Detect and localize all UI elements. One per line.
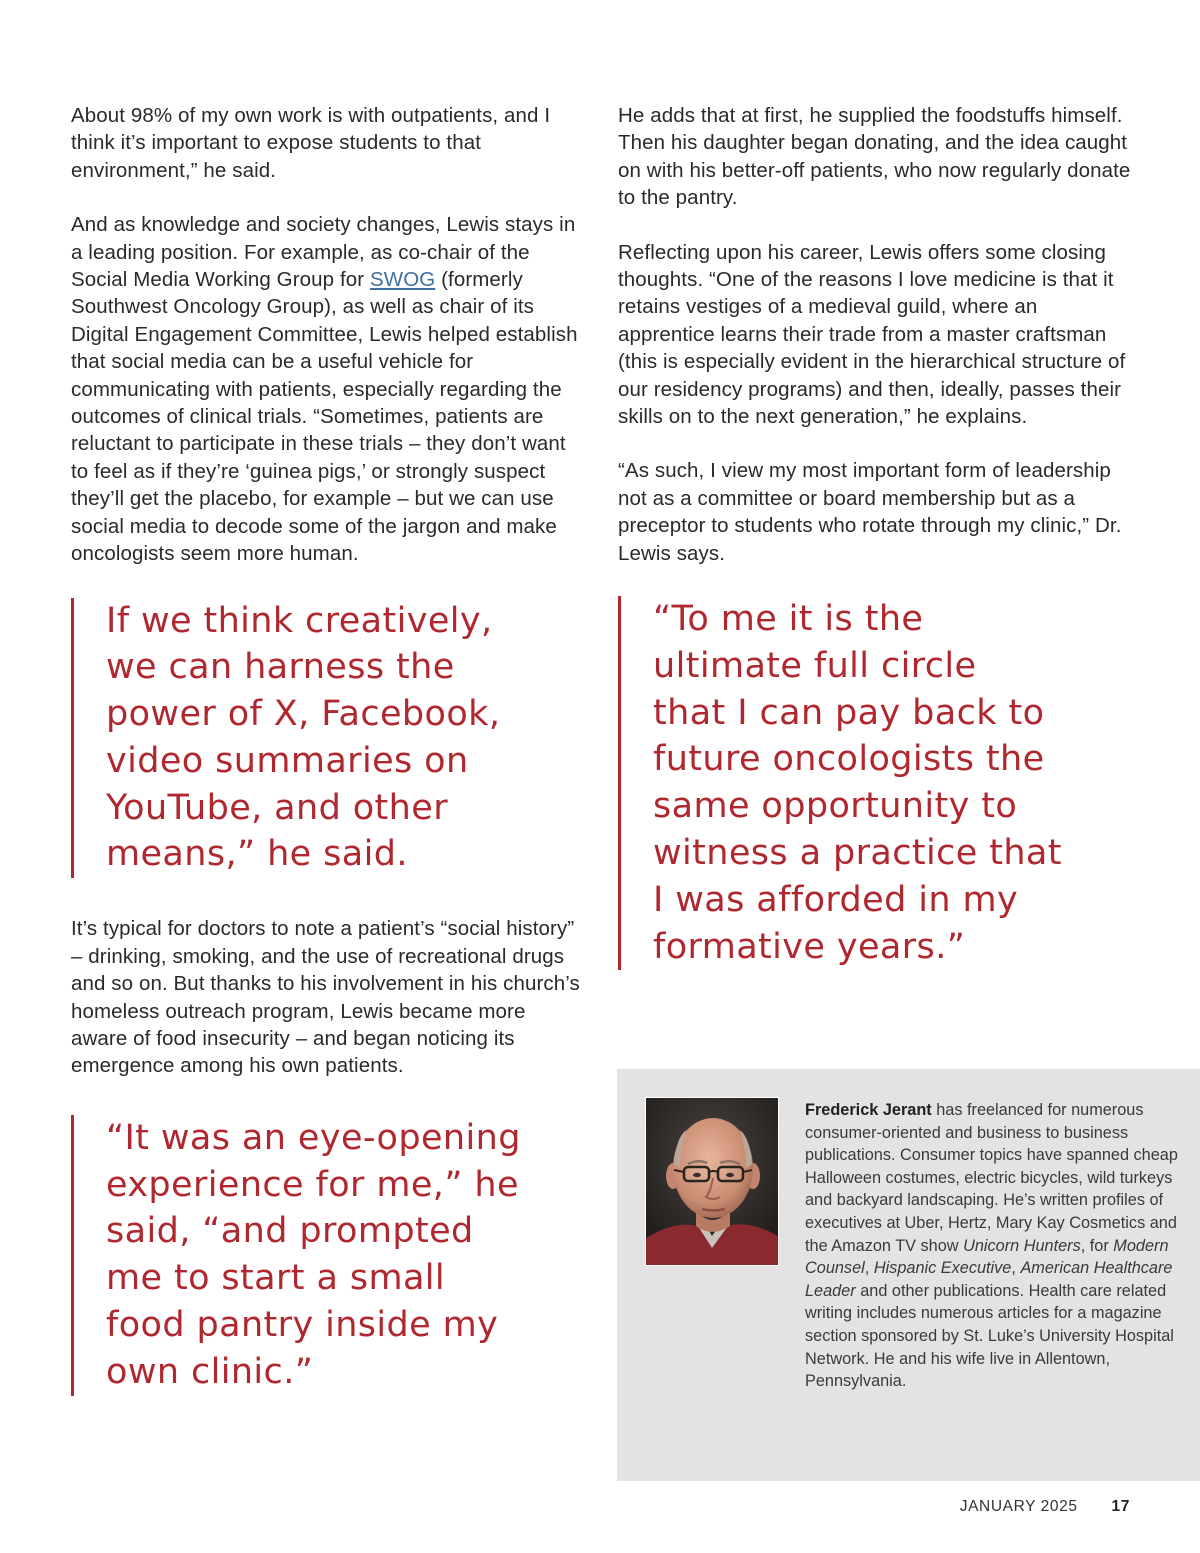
quote-line: we can harness the [106,647,455,688]
page-footer [960,1498,1130,1516]
left-column [71,102,586,1396]
show-title: Unicorn Hunters [963,1236,1081,1255]
issue-date: JANUARY 2025 [959,1498,1078,1515]
quote-line: means,” he said. [106,834,408,875]
quote-line: experience for me,” he [106,1164,519,1205]
page-number: 17 [1111,1498,1130,1515]
paragraph-2-intro: And as knowledge and society changes, Lewis stays in a leading position. For example, as co-chair of the Social Media Working Group for [71,213,576,292]
author-photo [645,1097,779,1266]
left-paragraph-1: About 98% of my own work is with outpatients, and I think it’s important to expose students to that environment,” he said. [71,104,551,182]
bio-text: has freelanced for numerous consumer-oriented and business to business publications. Consumer topics have spanned cheap Halloween costumes, electric bicycles, wild turkeys and backyard landscaping. He’s written profiles of executives at Uber, Hertz, Mary Kay Cosmetics and the Amazon TV show [805,1101,1178,1255]
quote-line: “It was an eye-opening [106,1117,521,1158]
bio-text: and other publications. Health care related writing includes numerous articles for a magazine section sponsored by St. Luke’s University Hospital Network. He and his wife live in Allentown, Pennsylvania. [805,1281,1174,1391]
publication-title: Modern Counsel [805,1236,1169,1278]
quote-line: ultimate full circle [653,645,977,686]
bio-text: , for [1080,1236,1114,1255]
left-paragraph-2 [71,211,586,567]
quote-line: witness a practice that [653,833,1062,874]
quote-line: “To me it is the [653,599,924,640]
author-portrait-image [646,1098,778,1265]
quote-bar [618,596,621,970]
quote-bar [71,598,74,879]
pull-quote-3 [618,596,1133,970]
quote-line: I was afforded in my [653,879,1019,920]
bio-separator: , [864,1259,874,1278]
pull-quote-2 [71,1115,586,1396]
right-paragraph-1: He adds that at first, he supplied the foodstuffs himself. Then his daughter began donating, and the idea caught on with his better-off patients, who now regularly donate to the pantry. [618,104,1131,210]
paragraph-2-rest: (formerly Southwest Oncology Group), as well as chair of its Digital Engagement Committee, Lewis helped establish that social media can be a useful vehicle for communicating with patients, especially regarding the outcomes of clinical trials. “Sometimes, patients are reluctant to participate in these trials – they don’t want to feel as if they’re ‘guinea pigs,’ or strongly suspect they’ll get the placebo, for example – but we can use social media to decode some of the jargon and make oncologists seem more human. [71,268,578,566]
quote-line: that I can pay back to [653,692,1045,733]
author-name: Frederick Jerant [805,1101,932,1119]
quote-line: own clinic.” [106,1351,314,1392]
pull-quote-1 [71,598,586,879]
right-paragraph-2: Reflecting upon his career, Lewis offers some closing thoughts. “One of the reasons I love medicine is that it retains vestiges of a medieval guild, where an apprentice learns their trade from a master craftsman (this is especially evident in the hierarchical structure of our residency programs) and then, ideally, passes their skills on to the next generation,” he explains. [618,240,1126,429]
quote-line: formative years.” [653,926,966,967]
quote-line: video summaries on [106,740,469,781]
quote-bar [71,1115,74,1396]
publication-title: American Healthcare Leader [805,1259,1173,1300]
quote-line: same opportunity to [653,786,1018,827]
quote-line: me to start a small [106,1258,446,1299]
author-bio-box [617,1069,1200,1481]
right-column [618,102,1133,970]
quote-line: YouTube, and other [106,787,448,828]
right-paragraph-3: “As such, I view my most important form of leadership not as a committee or board membership but as a preceptor to students who rotate through my clinic,” Dr. Lewis says. [618,459,1122,565]
quote-line: future oncologists the [653,739,1045,780]
left-paragraph-3: It’s typical for doctors to note a patient’s “social history” – drinking, smoking, and the use of recreational drugs and so on. But thanks to his involvement in his church’s homeless outreach program, Lewis became more aware of food insecurity – and began noticing its emergence among his own patients. [71,917,580,1078]
swog-link[interactable]: SWOG [369,268,436,292]
bio-separator: , [1011,1259,1021,1278]
quote-line: power of X, Facebook, [106,694,501,735]
author-bio-text [805,1099,1185,1393]
quote-line: food pantry inside my [106,1304,499,1345]
publication-title: Hispanic Executive [873,1259,1012,1278]
quote-line: said, “and prompted [106,1211,474,1252]
quote-line: If we think creatively, [106,600,493,641]
